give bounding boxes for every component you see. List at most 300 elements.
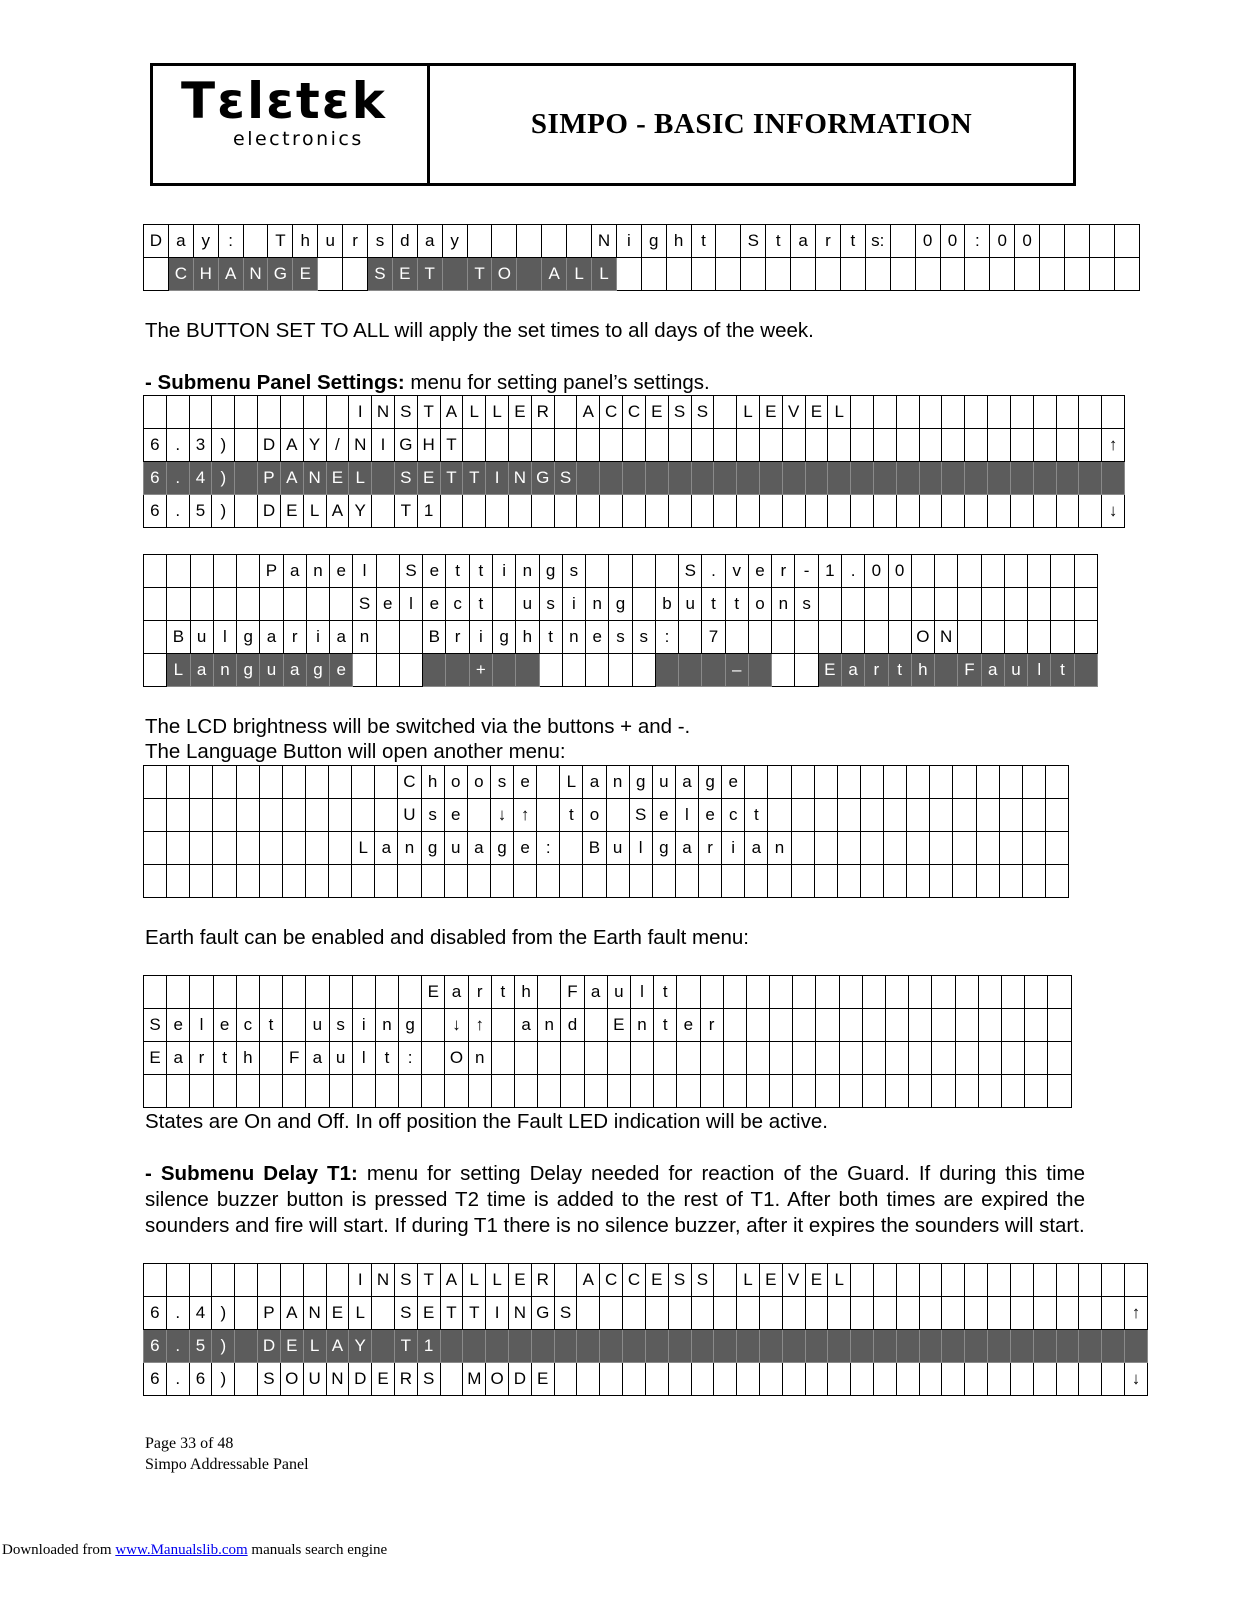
lcd-cell: D (258, 429, 281, 462)
lcd-cell: ↓ (445, 1009, 468, 1042)
lcd-cell: g (609, 588, 632, 621)
lcd-cell (1025, 976, 1048, 1009)
lcd-cell: S (353, 588, 376, 621)
lcd-cell: 6 (144, 1297, 167, 1330)
lcd-cell (1048, 1009, 1072, 1042)
lcd-cell (600, 495, 623, 528)
lcd-cell (988, 429, 1011, 462)
lcd-cell-highlighted (645, 1330, 668, 1363)
lcd-cell (988, 1264, 1011, 1297)
lcd-cell: . (166, 1363, 189, 1396)
lcd-cell (851, 1264, 874, 1297)
lcd-cell: . (841, 555, 864, 588)
lcd-cell (1056, 1264, 1079, 1297)
lcd-row (144, 654, 1098, 687)
lcd-cell: - (795, 555, 818, 588)
lcd-installer-menu-grid (143, 395, 1125, 528)
lcd-cell: r (816, 225, 841, 258)
lcd-cell (814, 832, 837, 865)
lcd-cell: s: (865, 225, 890, 258)
lcd-cell: 4 (189, 1297, 212, 1330)
lcd-cell: h (236, 1042, 259, 1075)
lcd-cell (791, 832, 814, 865)
lcd-cell: n (606, 766, 629, 799)
lcd-cell: a (584, 976, 607, 1009)
lcd-cell: E (509, 1264, 532, 1297)
lcd-cell-highlighted: G (531, 462, 554, 495)
lcd-cell (212, 396, 235, 429)
lcd-cell: i (352, 1009, 375, 1042)
lcd-cell (988, 495, 1011, 528)
lcd-cell (700, 976, 723, 1009)
lcd-cell (509, 495, 532, 528)
lcd-cell-highlighted (782, 1330, 805, 1363)
lcd-row (144, 1264, 1148, 1297)
lcd-cell: M (463, 1363, 486, 1396)
lcd-cell (714, 1264, 737, 1297)
lcd-cell-highlighted: T (394, 1330, 417, 1363)
lcd-cell (1089, 225, 1114, 258)
lcd-cell-highlighted: A (326, 1330, 349, 1363)
lcd-cell-highlighted: G (268, 258, 293, 291)
lcd-cell-highlighted: a (981, 654, 1004, 687)
lcd-cell: T (394, 495, 417, 528)
lcd-cell (955, 1009, 978, 1042)
lcd-cell (376, 555, 399, 588)
lcd-cell: g (492, 621, 515, 654)
lcd-cell (668, 429, 691, 462)
lcd-cell (236, 766, 259, 799)
lcd-cell (839, 1042, 862, 1075)
paragraph-text: menu for setting Delay needed for reaction of the Guard. If during this time silence buzzer button is pressed T2 time is added to the rest of T1. After both times are expired the sounders and fire will start. If during T1 there is no silence buzzer, after it expires the sounders will start. (145, 1162, 1085, 1237)
lcd-cell: S (691, 396, 714, 429)
lcd-cell (911, 555, 934, 588)
lcd-cell (805, 1297, 828, 1330)
lcd-cell-highlighted: E (280, 1330, 303, 1363)
lcd-cell: S (144, 1009, 167, 1042)
lcd-cell: ↓ (1124, 1363, 1147, 1396)
lcd-cell (283, 1075, 306, 1108)
lcd-cell: F (561, 976, 584, 1009)
lcd-cell-highlighted: S (554, 462, 577, 495)
lcd-cell (167, 766, 190, 799)
lcd-cell (953, 766, 976, 799)
lcd-cell-highlighted: T (467, 258, 492, 291)
lcd-cell-highlighted (748, 654, 771, 687)
lcd-cell (958, 588, 981, 621)
lcd-cell: t (654, 1009, 677, 1042)
lcd-cell: : (965, 225, 990, 258)
lcd-cell (607, 1075, 630, 1108)
lcd-cell: N (303, 1297, 326, 1330)
lcd-cell (600, 1363, 623, 1396)
lcd-cell (645, 429, 668, 462)
lcd-cell (282, 799, 305, 832)
lcd-cell: L (352, 832, 375, 865)
lcd-cell (772, 621, 795, 654)
lcd-cell (213, 555, 236, 588)
lcd-cell-highlighted (714, 462, 737, 495)
lcd-cell: 5 (189, 495, 212, 528)
lcd-cell (884, 865, 907, 898)
lcd-cell (514, 865, 537, 898)
manualslib-link[interactable]: www.Manualslib.com (115, 1542, 248, 1558)
lcd-row (144, 258, 1140, 291)
lcd-cell (213, 799, 236, 832)
lcd-cell-highlighted (691, 462, 714, 495)
lcd-cell-highlighted (759, 1330, 782, 1363)
lcd-cell: n (586, 588, 609, 621)
lcd-cell: n (538, 1009, 561, 1042)
lcd-cell (1045, 832, 1068, 865)
lcd-cell (837, 766, 860, 799)
lcd-cell: D (509, 1363, 532, 1396)
lcd-cell (679, 621, 702, 654)
lcd-cell: S (691, 1264, 714, 1297)
lcd-cell: L (560, 766, 583, 799)
lcd-cell: n (468, 1042, 491, 1075)
lcd-cell-highlighted (1102, 1330, 1125, 1363)
lcd-cell (981, 621, 1004, 654)
lcd-cell (1051, 555, 1074, 588)
lcd-cell-highlighted (965, 462, 988, 495)
lcd-cell (237, 555, 260, 588)
lcd-cell (1074, 621, 1097, 654)
lcd-cell: a (583, 766, 606, 799)
logo-wordmark: Tεlεtεk (181, 72, 387, 130)
lcd-cell-highlighted (919, 1330, 942, 1363)
lcd-cell-highlighted (492, 654, 515, 687)
lcd-cell (422, 1042, 445, 1075)
lcd-cell (538, 1075, 561, 1108)
lcd-cell (352, 1075, 375, 1108)
lcd-cell: e (423, 588, 446, 621)
lcd-cell (978, 976, 1001, 1009)
lcd-cell: c (446, 588, 469, 621)
lcd-cell-highlighted (942, 1330, 965, 1363)
lcd-cell (1064, 258, 1089, 291)
paragraph-brightness: The LCD brightness will be switched via the buttons + and -. (145, 715, 691, 738)
lcd-cell: a (306, 1042, 329, 1075)
lcd-cell-highlighted (623, 1330, 646, 1363)
lcd-cell: S (554, 1297, 577, 1330)
lcd-cell (1079, 1297, 1102, 1330)
lcd-cell (795, 621, 818, 654)
lcd-cell: E (372, 1363, 395, 1396)
lcd-cell (942, 1363, 965, 1396)
lcd-row (144, 225, 1140, 258)
lcd-cell (828, 1363, 851, 1396)
lcd-cell (851, 1297, 874, 1330)
lcd-cell: : (537, 832, 560, 865)
lcd-cell (746, 1009, 769, 1042)
lcd-cell: a (467, 832, 490, 865)
lcd-cell: S (679, 555, 702, 588)
lcd-cell (491, 1009, 514, 1042)
lcd-row (144, 429, 1125, 462)
lcd-cell (422, 1075, 445, 1108)
lcd-cell: L (828, 1264, 851, 1297)
lcd-cell: r (772, 555, 795, 588)
lcd-cell: L (828, 396, 851, 429)
lcd-cell (782, 429, 805, 462)
lcd-cell (259, 865, 282, 898)
lcd-cell (330, 588, 353, 621)
lcd-cell (837, 799, 860, 832)
lcd-cell (1025, 1009, 1048, 1042)
lcd-cell: u (329, 1042, 352, 1075)
lcd-cell: s (632, 621, 655, 654)
lcd-cell (896, 1363, 919, 1396)
lcd-cell-highlighted (782, 462, 805, 495)
lcd-cell (999, 832, 1022, 865)
lcd-cell (768, 766, 791, 799)
lcd-cell: a (745, 832, 768, 865)
lcd-cell: N (935, 621, 958, 654)
lcd-cell (1040, 258, 1065, 291)
lcd-cell: A (577, 396, 600, 429)
lcd-cell (144, 621, 167, 654)
lcd-cell: u (190, 621, 213, 654)
lcd-cell-highlighted (1056, 462, 1079, 495)
lcd-cell (677, 976, 700, 1009)
lcd-cell (862, 976, 885, 1009)
lcd-cell (955, 1075, 978, 1108)
lcd-cell (645, 495, 668, 528)
lcd-cell (935, 588, 958, 621)
lcd-cell (818, 588, 841, 621)
lcd-cell (318, 258, 343, 291)
lcd-cell (691, 429, 714, 462)
lcd-cell (919, 1264, 942, 1297)
lcd-cell: a (417, 225, 442, 258)
lcd-cell (645, 1363, 668, 1396)
lcd-cell: C (600, 396, 623, 429)
lcd-cell (645, 1297, 668, 1330)
lcd-cell-highlighted (988, 1330, 1011, 1363)
lcd-cell (235, 495, 258, 528)
lcd-cell (282, 865, 305, 898)
lcd-cell (577, 429, 600, 462)
lcd-cell: u (318, 225, 343, 258)
lcd-cell-highlighted (896, 462, 919, 495)
lcd-cell: o (583, 799, 606, 832)
lcd-cell (981, 588, 1004, 621)
lcd-cell: g (699, 766, 722, 799)
lcd-cell: V (782, 396, 805, 429)
lcd-cell: a (375, 832, 398, 865)
lcd-cell (677, 1075, 700, 1108)
lcd-cell: A (280, 429, 303, 462)
lcd-cell: t (446, 555, 469, 588)
lcd-cell-highlighted (235, 462, 258, 495)
lcd-cell (235, 396, 258, 429)
lcd-cell (190, 832, 213, 865)
lcd-cell (886, 1009, 909, 1042)
lcd-cell (1028, 621, 1051, 654)
lcd-cell: s (539, 588, 562, 621)
lcd-cell (538, 976, 561, 1009)
paragraph-set-to-all: The BUTTON SET TO ALL will apply the set times to all days of the week. (145, 319, 814, 342)
lcd-cell-highlighted: l (1028, 654, 1051, 687)
lcd-cell (144, 799, 167, 832)
lcd-cell: t (469, 588, 492, 621)
lcd-cell (839, 1009, 862, 1042)
lcd-cell: l (353, 555, 376, 588)
lcd-cell (144, 832, 167, 865)
lcd-cell: i (492, 555, 515, 588)
lcd-cell (748, 621, 771, 654)
lcd-cell-highlighted (577, 462, 600, 495)
lcd-cell-highlighted (531, 1330, 554, 1363)
lcd-cell: e (514, 832, 537, 865)
lcd-cell (1033, 1264, 1056, 1297)
lcd-cell: g (652, 832, 675, 865)
lcd-cell (463, 429, 486, 462)
lcd-cell (167, 1075, 190, 1108)
lcd-cell (700, 1042, 723, 1075)
lcd-cell-highlighted: N (303, 462, 326, 495)
lcd-cell (144, 258, 169, 291)
lcd-cell (888, 588, 911, 621)
lcd-cell (577, 1363, 600, 1396)
lcd-cell (537, 865, 560, 898)
lcd-cell (940, 258, 965, 291)
lcd-cell: U (398, 799, 421, 832)
paragraph-earth-fault: Earth fault can be enabled and disabled from the Earth fault menu: (145, 926, 749, 949)
lcd-cell: O (911, 621, 934, 654)
lcd-cell: n (772, 588, 795, 621)
lcd-cell (888, 621, 911, 654)
lcd-cell (632, 654, 655, 687)
lcd-cell (283, 1009, 306, 1042)
lcd-cell-highlighted: 4 (189, 462, 212, 495)
lcd-cell: a (283, 555, 306, 588)
lcd-cell (874, 396, 897, 429)
lcd-cell-highlighted: 6 (144, 462, 167, 495)
lcd-cell: i (469, 621, 492, 654)
lcd-cell: e (444, 799, 467, 832)
lcd-cell-highlighted (517, 258, 542, 291)
lcd-cell (837, 865, 860, 898)
document-title: SIMPO - BASIC INFORMATION (530, 108, 973, 140)
lcd-cell: g (641, 225, 666, 258)
lcd-cell (793, 1009, 816, 1042)
lcd-cell: E (645, 396, 668, 429)
lcd-cell-highlighted (423, 654, 446, 687)
lcd-cell (144, 976, 167, 1009)
lcd-cell (691, 258, 716, 291)
lcd-cell-highlighted (1056, 1330, 1079, 1363)
lcd-cell (746, 1042, 769, 1075)
lcd-cell (909, 1075, 932, 1108)
lcd-cell (816, 976, 839, 1009)
lcd-cell (343, 258, 368, 291)
lcd-cell (714, 429, 737, 462)
lcd-cell: 6 (144, 1363, 167, 1396)
heading-bold: - Submenu Panel Settings: (145, 371, 405, 394)
lcd-cell-highlighted: 5 (189, 1330, 212, 1363)
lcd-cell: E (645, 1264, 668, 1297)
lcd-choose-language-grid (143, 765, 1069, 898)
lcd-cell (981, 555, 1004, 588)
lcd-cell (259, 799, 282, 832)
lcd-cell: e (699, 799, 722, 832)
lcd-cell (352, 799, 375, 832)
lcd-panel-settings-grid (143, 554, 1098, 687)
lcd-cell-highlighted (486, 1330, 509, 1363)
lcd-cell (935, 555, 958, 588)
lcd-cell (632, 555, 655, 588)
lcd-day-night-grid (143, 224, 1140, 291)
lcd-cell (375, 1075, 398, 1108)
lcd-cell (236, 1075, 259, 1108)
lcd-cell (561, 1042, 584, 1075)
lcd-cell-highlighted: L (567, 258, 592, 291)
lcd-cell (1048, 1075, 1072, 1108)
lcd-cell (531, 495, 554, 528)
lcd-cell (326, 396, 349, 429)
lcd-cell: C (600, 1264, 623, 1297)
lcd-cell (816, 1009, 839, 1042)
lcd-cell (1051, 621, 1074, 654)
lcd-cell: Y (303, 429, 326, 462)
lcd-cell: A (440, 1264, 463, 1297)
lcd-cell (632, 588, 655, 621)
lcd-cell: l (629, 832, 652, 865)
lcd-cell (190, 865, 213, 898)
lcd-cell: ) (212, 495, 235, 528)
lcd-cell (305, 799, 328, 832)
lcd-cell: B (423, 621, 446, 654)
lcd-cell-highlighted: F (958, 654, 981, 687)
lcd-cell: l (213, 621, 236, 654)
lcd-cell: 3 (189, 429, 212, 462)
lcd-cell (805, 1363, 828, 1396)
lcd-cell: u (607, 976, 630, 1009)
lcd-cell (554, 396, 577, 429)
lcd-cell: t (840, 225, 865, 258)
lcd-cell: 0 (1015, 225, 1040, 258)
lcd-cell (623, 1297, 646, 1330)
lcd-cell (577, 1297, 600, 1330)
lcd-cell (372, 495, 395, 528)
lcd-cell-highlighted: E (293, 258, 318, 291)
lcd-cell: L (486, 396, 509, 429)
lcd-cell (759, 1363, 782, 1396)
lcd-cell (909, 1009, 932, 1042)
lcd-cell-highlighted: ) (212, 1330, 235, 1363)
lcd-cell (953, 799, 976, 832)
lcd-cell (399, 654, 422, 687)
lcd-cell: g (539, 555, 562, 588)
lcd-cell (1114, 258, 1139, 291)
lcd-cell: U (303, 1363, 326, 1396)
lcd-cell (399, 1075, 422, 1108)
lcd-cell: t (745, 799, 768, 832)
lcd-cell: l (399, 588, 422, 621)
lcd-cell-highlighted (965, 1330, 988, 1363)
lcd-cell (874, 495, 897, 528)
lcd-cell (329, 832, 352, 865)
lcd-cell-highlighted: r (865, 654, 888, 687)
lcd-cell-highlighted (1010, 1330, 1033, 1363)
lcd-cell: h (421, 766, 444, 799)
lcd-cell: O (445, 1042, 468, 1075)
lcd-cell: o (467, 766, 490, 799)
lcd-cell (723, 1075, 746, 1108)
lcd-cell (865, 588, 888, 621)
